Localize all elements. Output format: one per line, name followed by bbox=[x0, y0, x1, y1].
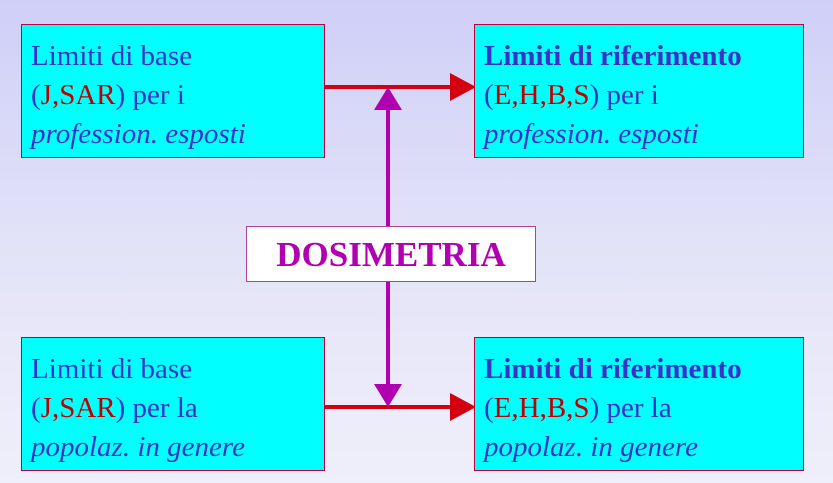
target-group: popolaz. in genere bbox=[484, 431, 698, 463]
target-prefix: per i bbox=[125, 79, 185, 111]
target-prefix: per i bbox=[599, 79, 659, 111]
quantity-letters: J,SAR bbox=[40, 392, 116, 424]
basic-limits-public-box bbox=[21, 337, 325, 471]
quantity-letters: J,SAR bbox=[40, 79, 116, 111]
target-group: profession. esposti bbox=[31, 118, 246, 150]
target-group: profession. esposti bbox=[484, 118, 699, 150]
close-paren: ) bbox=[115, 392, 126, 424]
dosimetry-label: DOSIMETRIA bbox=[276, 235, 506, 274]
bottom-horizontal-arrowhead bbox=[450, 393, 476, 421]
box-heading: Limiti di base bbox=[31, 353, 193, 385]
box-heading: Limiti di riferimento bbox=[484, 353, 742, 385]
quantity-letters: E,H,B,S bbox=[493, 392, 590, 424]
target-group: popolaz. in genere bbox=[31, 431, 245, 463]
open-paren: ( bbox=[484, 79, 494, 111]
close-paren: ) bbox=[115, 79, 126, 111]
open-paren: ( bbox=[484, 392, 494, 424]
dosimetry-box bbox=[246, 226, 536, 282]
box-quantities-line bbox=[31, 76, 324, 115]
box-quantities-line bbox=[484, 389, 803, 428]
target-prefix: per la bbox=[599, 392, 672, 424]
box-quantities-line bbox=[31, 389, 324, 428]
target-prefix: per la bbox=[125, 392, 198, 424]
open-paren: ( bbox=[31, 392, 41, 424]
box-quantities-line bbox=[484, 76, 803, 115]
close-paren: ) bbox=[589, 79, 600, 111]
close-paren: ) bbox=[589, 392, 600, 424]
reference-limits-public-box bbox=[474, 337, 804, 471]
down-vertical-arrowhead bbox=[374, 384, 402, 407]
open-paren: ( bbox=[31, 79, 41, 111]
reference-limits-workers-box bbox=[474, 24, 804, 158]
box-heading: Limiti di base bbox=[31, 40, 193, 72]
basic-limits-workers-box bbox=[21, 24, 325, 158]
quantity-letters: E,H,B,S bbox=[493, 79, 590, 111]
top-horizontal-arrowhead bbox=[450, 73, 476, 101]
up-vertical-arrowhead bbox=[374, 87, 402, 110]
box-heading: Limiti di riferimento bbox=[484, 40, 742, 72]
